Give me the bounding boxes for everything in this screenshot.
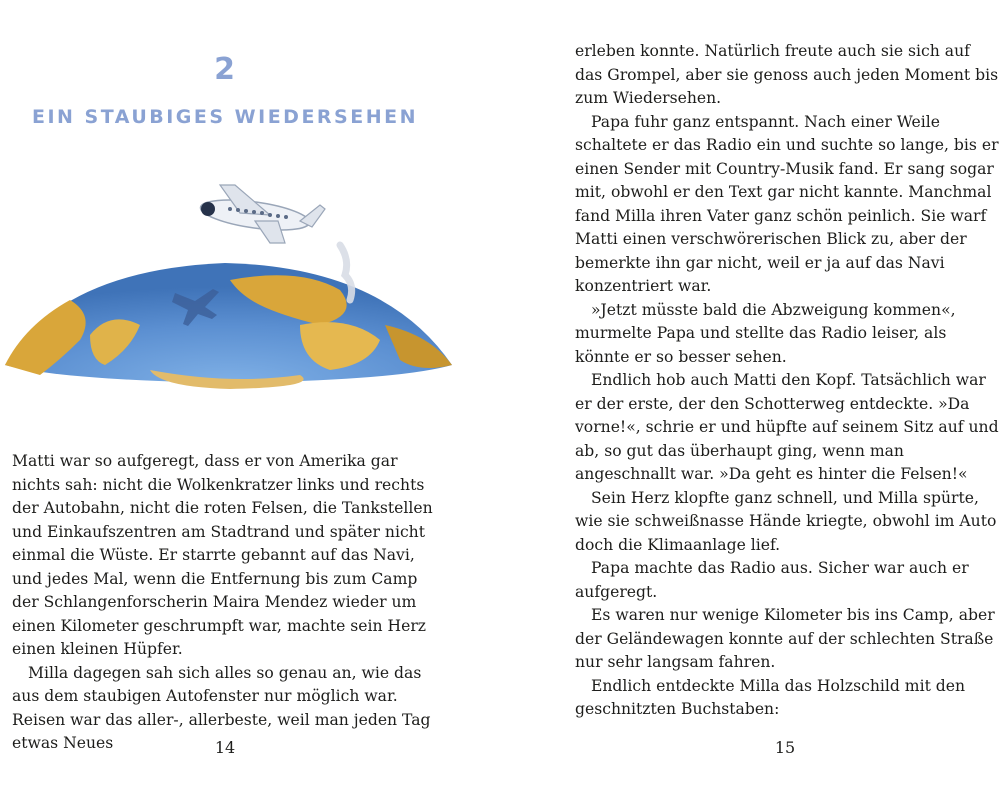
- paragraph: Milla dagegen sah sich alles so genau an, wie das aus dem staubigen Autofenster nur möglich war. Reisen war das aller-, allerbeste, weil man jeden Tag etwas Neues: [12, 663, 431, 752]
- paragraph: »Jetzt müsste bald die Abzweigung kommen«, murmelte Papa und stellte das Radio leiser, als könnte er so besser sehen.: [575, 300, 956, 366]
- right-page: [500, 0, 1000, 800]
- left-body-text: [12, 450, 442, 756]
- chapter-title: EIN STAUBIGES WIEDERSEHEN: [31, 106, 419, 128]
- paragraph: Matti war so aufgeregt, dass er von Amerika gar nichts sah: nicht die Wolkenkratzer links und rechts der Autobahn, nicht die roten Felsen, die Tankstellen und Einkaufszentren am Stadtrand und später nicht einmal die Wüste. Er starrte gebannt auf das Navi, und jedes Mal, wenn die Entfernung bis zum Camp der Schlangenforscherin Maira Mendez wieder um einen Kilometer geschrumpft war, machte sein Herz einen kleinen Hüpfer.: [12, 452, 433, 658]
- paragraph: Endlich entdeckte Milla das Holzschild mit den geschnitzten Buchstaben:: [575, 676, 966, 718]
- page-number-left: 14: [214, 738, 236, 757]
- chapter-number: 2: [214, 52, 236, 87]
- right-body-text: [575, 40, 1000, 722]
- page-number-right: 15: [774, 738, 796, 757]
- paragraph: Sein Herz klopfte ganz schnell, und Milla spürte, wie sie schweißnasse Hände kriegte, obwohl im Auto doch die Klimaanlage lief.: [575, 488, 997, 554]
- airplane-over-globe-icon: [0, 175, 460, 395]
- paragraph: Endlich hob auch Matti den Kopf. Tatsächlich war er der erste, der den Schotterweg entdeckte. »Da vorne!«, schrie er und hüpfte auf seinem Sitz auf und ab, so gut das überhaupt ging, wenn man angeschnallt war. »Da geht es hinter die Felsen!«: [575, 371, 999, 483]
- paragraph: erleben konnte. Natürlich freute auch sie sich auf das Grompel, aber sie genoss auch jeden Moment bis zum Wiedersehen.: [575, 42, 999, 107]
- paragraph: Papa fuhr ganz entspannt. Nach einer Weile schaltete er das Radio ein und suchte so lange, bis er einen Sender mit Country-Musik fand. Er sang sogar mit, obwohl er den Text gar nicht kannte. Manchmal fand Milla ihren Vater ganz schön peinlich. Sie warf Matti einen verschwörerischen Blick zu, aber der bemerkte ihn gar nicht, weil er ja auf das Navi konzentriert war.: [575, 112, 999, 295]
- paragraph: Es waren nur wenige Kilometer bis ins Camp, aber der Geländewagen konnte auf der schlechten Straße nur sehr langsam fahren.: [575, 606, 995, 671]
- paragraph: Papa machte das Radio aus. Sicher war auch er aufgeregt.: [575, 559, 969, 601]
